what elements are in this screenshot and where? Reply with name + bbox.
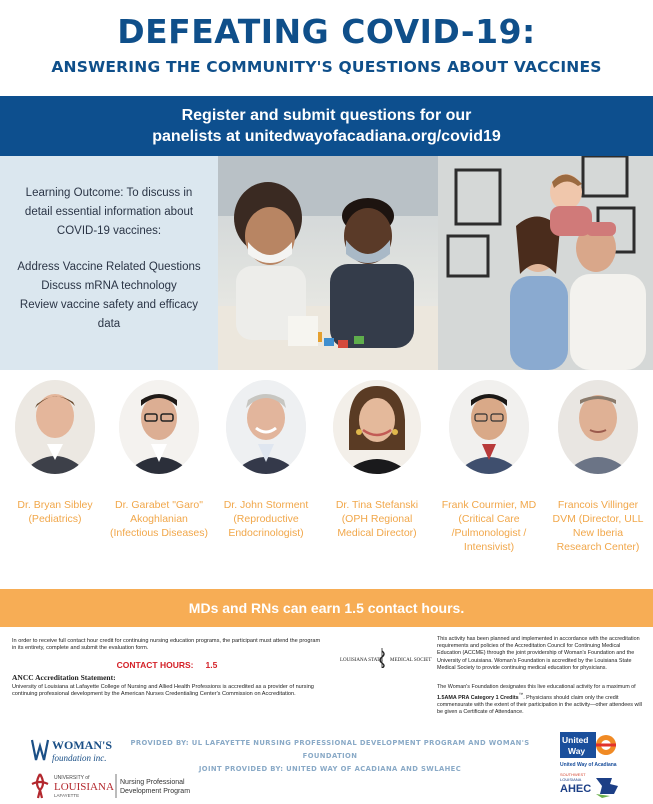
panelist-specialty: (Pediatrics) — [28, 513, 82, 525]
panelist-specialty: (OPH Regional — [341, 513, 413, 525]
outcome-line: detail essential information about — [24, 206, 194, 218]
panelist-name — [211, 498, 321, 540]
panelist-card — [322, 380, 432, 540]
panelist-specialty: (Critical Care — [458, 513, 520, 525]
medical-credit-statement — [437, 636, 643, 717]
panelist-specialty: Intensivist) — [463, 541, 515, 553]
panelist-name-line: Dr. John Storment — [223, 499, 309, 511]
register-line-2[interactable]: panelists at unitedwayofacadiana.org/covid19 — [152, 128, 501, 145]
outcome-line: COVID-19 vaccines: — [56, 225, 162, 237]
nursing-program-line-2: Development Program — [120, 788, 191, 795]
panelist-specialty: Research Center) — [556, 541, 640, 553]
ahec-small-1: SOUTHWEST — [560, 772, 586, 777]
page-title: DEFEATING COVID-19: — [117, 12, 536, 51]
ahec-name: AHEC — [560, 783, 592, 795]
nursing-credit-text: In order to receive full contact hour credit for continuing nursing education programs, the participant must attend the program in its entirety, complete and submit the evaluation form. — [12, 638, 321, 652]
learning-outcome-panel — [0, 156, 218, 370]
uw-line-2: Way — [568, 746, 586, 756]
louisiana-medical-society-logo — [340, 648, 432, 668]
ancc-text: University of Louisiana at Lafayette College of Nursing and Allied Health Professions is accredited as a provider of nursing continuing professional development by the American Nurses Credentialing Center's Commission on Accreditation. — [12, 683, 314, 698]
panelist-name-line: Dr. Garabet "Garo" — [115, 499, 203, 511]
contact-hours-label: CONTACT HOURS: — [116, 659, 194, 670]
topic-item: Review vaccine safety and efficacy — [19, 299, 199, 311]
ull-name: LOUISIANA — [54, 781, 114, 793]
ull-sub: LAFAYETTE — [54, 793, 80, 798]
panelist-name — [104, 498, 214, 540]
nursing-credit-statement — [12, 638, 322, 698]
uw-line-1: United — [562, 735, 589, 745]
panelist-specialty: DVM (Director, ULL — [552, 513, 644, 525]
panelist-photo — [558, 380, 638, 474]
ahec-small-2: LOUISIANA — [560, 777, 582, 782]
footer — [0, 728, 653, 804]
medical-society-logo-left: LOUISIANA STATE — [340, 658, 383, 663]
panelist-photo — [449, 380, 529, 474]
contact-hours — [12, 659, 322, 670]
ama-credit-hours: 1.5AMA PRA Category 1 Credits — [437, 695, 519, 702]
panelist-name — [0, 498, 110, 526]
panelist-specialty: /Pulmonologist / — [451, 527, 527, 539]
page-subtitle: ANSWERING THE COMMUNITY'S QUESTIONS ABOUT VACCINES — [51, 58, 602, 76]
womans-logo-name: WOMAN'S — [52, 738, 112, 752]
panelist-card — [434, 380, 544, 554]
panelist-name — [322, 498, 432, 540]
trademark: ™ — [518, 692, 524, 698]
panelist-name — [543, 498, 653, 554]
panelist-card — [543, 380, 653, 554]
children-masks-photo — [218, 156, 438, 370]
panelist-card — [104, 380, 214, 540]
ama-credit-text — [437, 684, 643, 717]
hero-section — [0, 156, 653, 370]
panelist-name-line: Francois Villinger — [557, 499, 639, 511]
panelist-photo — [333, 380, 421, 474]
topic-item: Address Vaccine Related Questions — [17, 261, 201, 273]
ama-credit-text-part: . Physicians should claim only the credit commensurate with the extent of their participation in the activity—other attendees will be given a Certificate of Attendance. — [437, 695, 642, 716]
topic-item: data — [97, 318, 121, 330]
ul-lafayette-logo — [30, 770, 215, 800]
accme-text: This activity has been planned and implemented in accordance with the accreditation requirements and policies of the Accreditation Council for Continuing Medical Education (ACCME) through the joint providership of Woman's Foundation and the University of Louisiana. Woman's Foundation is accredited by the Louisiana State Medical Society to provide continuing medical education for physicians. — [437, 636, 640, 671]
panelist-name — [434, 498, 544, 554]
family-photo — [438, 156, 653, 370]
panelist-photo — [15, 380, 95, 474]
panelists — [0, 380, 653, 580]
swla-ahec-logo — [560, 770, 622, 798]
panelist-name-line: Dr. Bryan Sibley — [17, 499, 93, 511]
united-way-logo — [560, 732, 618, 768]
ama-credit-text-part: The Woman's Foundation designates this live educational activity for a maximum of — [437, 684, 636, 691]
topic-item: Discuss mRNA technology — [41, 280, 177, 292]
panelist-photo — [119, 380, 199, 474]
contact-hours-value: 1.5 — [205, 659, 218, 670]
panelist-card — [211, 380, 321, 540]
womans-logo-sub: foundation inc. — [52, 753, 107, 763]
panelist-specialty: New Iberia — [572, 527, 624, 539]
panelist-specialty: (Reproductive — [233, 513, 299, 525]
provided-by-text: PROVIDED BY: UL LAFAYETTE NURSING PROFESSIONAL DEVELOPMENT PROGRAM AND WOMAN'S FOUNDATION — [130, 739, 530, 760]
register-banner — [0, 96, 653, 156]
ull-univ: UNIVERSITY of — [54, 775, 90, 781]
contact-hours-banner: MDs and RNs can earn 1.5 contact hours. — [0, 589, 653, 627]
panelist-name-line: Akoghlanian — [130, 513, 188, 525]
panelist-specialty: (Infectious Diseases) — [109, 527, 209, 539]
register-line-1: Register and submit questions for our — [181, 107, 472, 124]
uw-caption: United Way of Acadiana — [560, 762, 617, 768]
outcome-line: Learning Outcome: To discuss in — [25, 187, 193, 199]
header — [0, 0, 653, 95]
panelist-name-line: Dr. Tina Stefanski — [335, 499, 419, 511]
joint-provided-text: JOINT PROVIDED BY: UNITED WAY OF ACADIANA AND SWLAHEC — [198, 765, 462, 773]
nursing-program-line-1: Nursing Professional — [120, 779, 185, 786]
ancc-title: ANCC Accreditation Statement: — [12, 673, 116, 683]
panelist-card — [0, 380, 110, 526]
panelist-photo — [226, 380, 306, 474]
panelist-specialty: Endocrinologist) — [228, 527, 304, 539]
panelist-specialty: Medical Director) — [337, 527, 417, 539]
panelist-name-line: Frank Courmier, MD — [441, 499, 537, 511]
medical-society-logo-right: MEDICAL SOCIETY — [390, 658, 432, 663]
